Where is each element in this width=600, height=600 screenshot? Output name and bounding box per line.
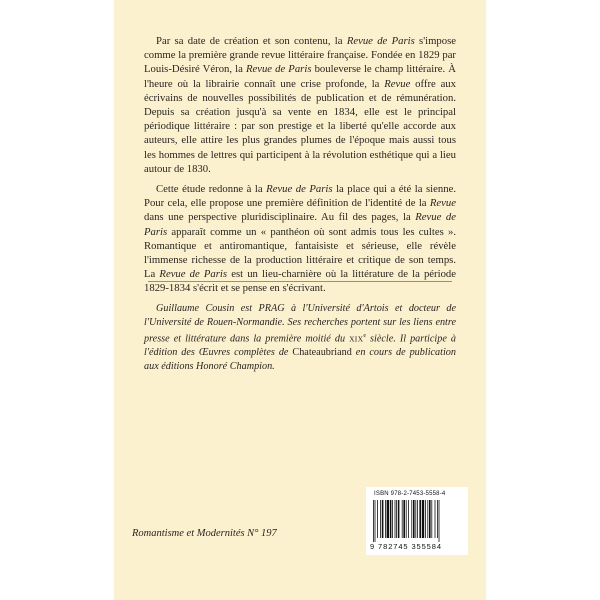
barcode-bar <box>439 500 440 542</box>
barcode-bar <box>408 500 409 538</box>
barcode-bar <box>403 500 405 538</box>
barcode-bar <box>425 500 426 538</box>
barcode-bar <box>429 500 431 538</box>
blurb-paragraph-2: Cette étude redonne à la Revue de Paris la place qui a été la sienne. Pour cela, elle propose une première définition de l'identité de la Revue dans une perspective pluridisciplinaire. Au fil des pages, la Revue de Paris apparaît comme un « panthéon où sont admis tous les cultes ». Romantique et antiromantique, fantaisiste et sérieuse, elle révèle l'immense richesse de la production littéraire et critique de son temps. La Revue de Paris est un lieu-charnière où la littérature de la période 1829-1834 s'écrit et se pense en s'écrivant. <box>144 183 456 295</box>
ean-digits: 9 782745 355584 <box>370 542 442 551</box>
barcode-bar <box>415 500 416 538</box>
barcode-bar <box>375 500 376 542</box>
series-title: Romantisme et Modernités N° 197 <box>132 528 277 539</box>
barcode-bar <box>413 500 415 538</box>
barcode-bar <box>392 500 393 538</box>
barcode-bar <box>437 500 438 538</box>
barcode-bar <box>402 500 403 538</box>
barcode-bar <box>377 500 378 538</box>
barcode-bar <box>411 500 412 538</box>
barcode-bar <box>373 500 374 542</box>
barcode-bar <box>380 500 381 538</box>
barcode-bar <box>427 500 428 538</box>
isbn-label: ISBN 978-2-7453-5558-4 <box>374 491 446 497</box>
barcode-bar <box>431 500 432 538</box>
barcode-bar <box>395 500 396 538</box>
book-back-cover <box>114 0 486 600</box>
blurb-paragraph-1: Par sa date de création et son contenu, la Revue de Paris s'impose comme la première grande revue littéraire française. Fondée en 1829 par Louis-Désiré Véron, la Revue de Paris bouleverse le champ littéraire. À l'heure où la librairie connaît une crise profonde, la Revue offre aux écrivains de nouvelles possibilités de publication et de rémunération. Depuis sa création jusqu'à sa vente en 1834, elle est le principal périodique littéraire : par son prestige et la liberté qu'elle accorde aux auteurs, elle attire les plus grandes plumes de l'époque mais aussi tous les hommes de lettres qui participent à la révolution esthétique qui a lieu autour de 1830. <box>144 35 456 175</box>
barcode-bar <box>398 500 400 538</box>
barcode-bar <box>422 500 424 538</box>
barcode-bar <box>396 500 397 538</box>
barcode-bar <box>417 500 418 538</box>
barcode-bar <box>419 500 421 538</box>
divider-rule <box>148 281 452 282</box>
barcode-icon <box>372 500 462 542</box>
barcode-bar <box>435 500 436 538</box>
barcode-bar <box>385 500 386 538</box>
barcode-panel <box>366 487 468 555</box>
blurb <box>144 34 456 296</box>
barcode-bar <box>390 500 392 538</box>
barcode-bar <box>406 500 407 538</box>
barcode-bar <box>387 500 389 538</box>
author-bio: Guillaume Cousin est PRAG à l'Université d'Artois et docteur de l'Université de Rouen-Normandie. Ses recherches portent sur les liens entre presse et littérature dans la première moitié du XIXe siècle. Il participe à l'édition des Œuvres complètes de Chateaubriand en cours de publication aux éditions Honoré Champion. <box>144 303 456 372</box>
barcode-bar <box>382 500 384 538</box>
